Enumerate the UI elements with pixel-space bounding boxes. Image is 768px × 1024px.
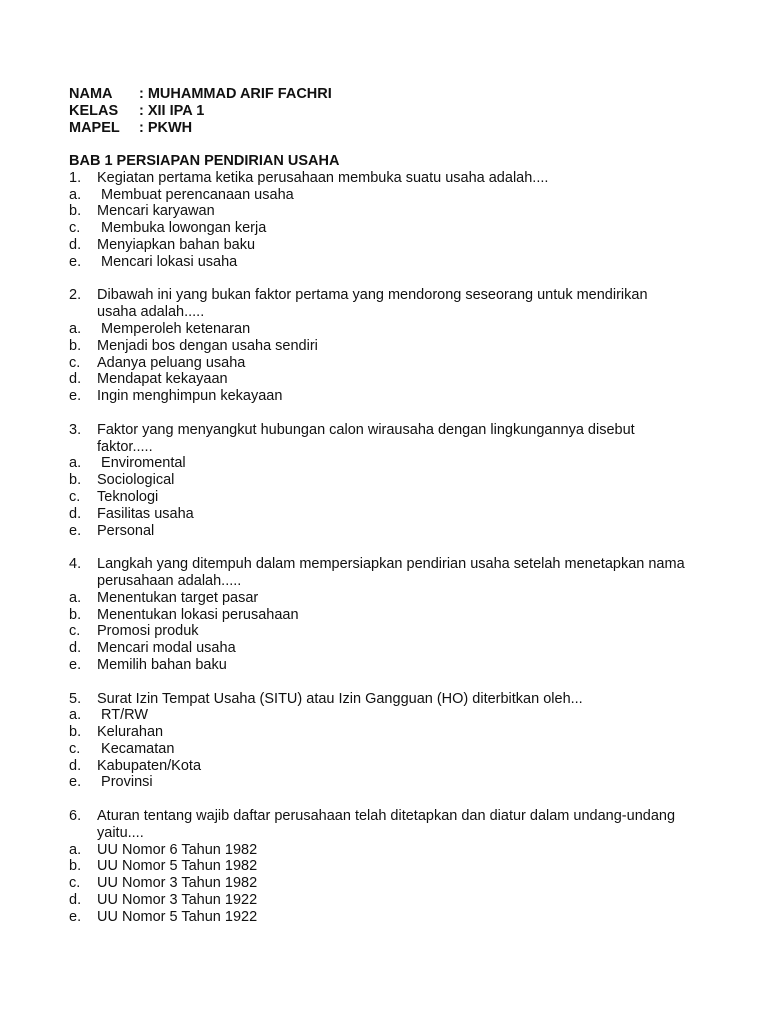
option-letter: c. (69, 220, 81, 237)
option-letter: a. (69, 589, 82, 606)
header-value: : XII IPA 1 (139, 103, 205, 119)
answer-option (69, 741, 689, 758)
option-letter: c. (69, 875, 81, 892)
answer-option (69, 892, 689, 909)
header-value: : PKWH (139, 120, 193, 136)
question-text: Langkah yang ditempuh dalam mempersiapkan pendirian usaha setelah menetapkan nama perusahaan adalah..... (97, 556, 685, 589)
answer-option (69, 472, 689, 489)
option-letter: e. (69, 522, 82, 539)
answer-option (69, 858, 689, 875)
answer-option (69, 237, 689, 254)
option-letter: c. (69, 354, 81, 371)
option-letter: c. (69, 623, 81, 640)
option-letter: b. (69, 858, 82, 875)
option-letter: e. (69, 253, 82, 270)
option-text: Menjadi bos dengan usaha sendiri (97, 337, 318, 354)
option-letter: b. (69, 472, 82, 489)
answer-option (69, 707, 689, 724)
answer-option (69, 640, 689, 657)
option-text: Memilih bahan baku (97, 656, 227, 673)
option-text: Kabupaten/Kota (97, 757, 202, 774)
answer-option (69, 506, 689, 523)
option-text: Mencari karyawan (97, 203, 215, 220)
option-letter: a. (69, 707, 82, 724)
option-text: Provinsi (97, 774, 153, 791)
option-letter: d. (69, 892, 82, 909)
answer-option (69, 523, 689, 540)
option-letter: b. (69, 203, 82, 220)
answer-option (69, 657, 689, 674)
option-letter: d. (69, 505, 82, 522)
option-letter: c. (69, 488, 81, 505)
option-text: UU Nomor 3 Tahun 1982 (97, 875, 258, 892)
answer-option (69, 875, 689, 892)
option-text: Personal (97, 522, 155, 539)
answer-option (69, 758, 689, 775)
chapter-title: BAB 1 PERSIAPAN PENDIRIAN USAHA (69, 153, 340, 169)
option-letter: d. (69, 757, 82, 774)
question-number: 1. (69, 169, 82, 186)
question-line (69, 556, 689, 590)
question-item (69, 556, 689, 674)
answer-option (69, 623, 689, 640)
option-text: UU Nomor 3 Tahun 1922 (97, 892, 258, 909)
answer-option (69, 220, 689, 237)
option-letter: d. (69, 371, 82, 388)
quiz-content (69, 153, 689, 942)
question-item (69, 422, 689, 540)
option-letter: a. (69, 320, 82, 337)
option-letter: b. (69, 724, 82, 741)
question-number: 5. (69, 690, 82, 707)
question-item (69, 691, 689, 792)
option-letter: b. (69, 606, 82, 623)
question-text: Faktor yang menyangkut hubungan calon wirausaha dengan lingkungannya disebut faktor..... (97, 421, 635, 455)
header-label: KELAS (69, 103, 119, 119)
option-letter: b. (69, 337, 82, 354)
option-letter: a. (69, 186, 82, 203)
answer-option (69, 607, 689, 624)
option-letter: e. (69, 656, 82, 673)
answer-option (69, 254, 689, 271)
option-text: Adanya peluang usaha (97, 354, 246, 371)
answer-option (69, 842, 689, 859)
question-list (69, 170, 689, 926)
question-line (69, 170, 689, 187)
question-item (69, 287, 689, 405)
answer-option (69, 203, 689, 220)
answer-option (69, 590, 689, 607)
answer-option (69, 388, 689, 405)
answer-option (69, 371, 689, 388)
option-text: Membuat perencanaan usaha (97, 186, 294, 203)
option-text: UU Nomor 5 Tahun 1982 (97, 858, 258, 875)
option-text: Mendapat kekayaan (97, 371, 228, 388)
option-letter: c. (69, 740, 81, 757)
header-row-nama (69, 86, 332, 103)
option-text: Enviromental (97, 455, 186, 472)
answer-option (69, 909, 689, 926)
question-line (69, 287, 689, 321)
question-item (69, 170, 689, 271)
question-text: Dibawah ini yang bukan faktor pertama yang mendorong seseorang untuk mendirikan usaha adalah..... (97, 287, 648, 321)
header-row-mapel (69, 120, 332, 137)
option-text: Memperoleh ketenaran (97, 320, 251, 337)
option-text: Mencari lokasi usaha (97, 253, 238, 270)
option-letter: e. (69, 774, 82, 791)
option-text: Kelurahan (97, 724, 164, 741)
option-text: UU Nomor 5 Tahun 1922 (97, 908, 258, 925)
option-text: Kecamatan (97, 740, 175, 757)
option-text: Promosi produk (97, 623, 199, 640)
option-text: Membuka lowongan kerja (97, 220, 267, 237)
option-text: Menentukan target pasar (97, 589, 259, 606)
option-text: RT/RW (97, 707, 149, 724)
question-text: Kegiatan pertama ketika perusahaan membuka suatu usaha adalah.... (97, 169, 549, 186)
question-number: 6. (69, 808, 82, 825)
answer-option (69, 774, 689, 791)
header-value: : MUHAMMAD ARIF FACHRI (139, 86, 332, 102)
option-letter: d. (69, 640, 82, 657)
question-number: 4. (69, 556, 82, 573)
option-letter: a. (69, 841, 82, 858)
header-row-kelas (69, 103, 332, 120)
option-text: Menyiapkan bahan baku (97, 236, 256, 253)
answer-option (69, 355, 689, 372)
option-letter: a. (69, 455, 82, 472)
answer-option (69, 455, 689, 472)
question-item (69, 808, 689, 926)
answer-option (69, 321, 689, 338)
answer-option (69, 724, 689, 741)
question-line (69, 422, 689, 456)
header-label: NAMA (69, 86, 113, 102)
answer-option (69, 187, 689, 204)
option-letter: d. (69, 236, 82, 253)
question-line (69, 808, 689, 842)
option-letter: e. (69, 388, 82, 405)
option-text: UU Nomor 6 Tahun 1982 (97, 841, 258, 858)
option-text: Menentukan lokasi perusahaan (97, 606, 299, 623)
option-letter: e. (69, 908, 82, 925)
option-text: Fasilitas usaha (97, 505, 194, 522)
header-label: MAPEL (69, 120, 120, 136)
question-number: 2. (69, 287, 82, 304)
option-text: Teknologi (97, 488, 159, 505)
student-info-header (69, 86, 332, 137)
question-text: Surat Izin Tempat Usaha (SITU) atau Izin Gangguan (HO) diterbitkan oleh... (97, 690, 583, 707)
question-number: 3. (69, 421, 82, 438)
answer-option (69, 338, 689, 355)
option-text: Mencari modal usaha (97, 640, 236, 657)
answer-option (69, 489, 689, 506)
option-text: Ingin menghimpun kekayaan (97, 388, 283, 405)
question-text: Aturan tentang wajib daftar perusahaan telah ditetapkan dan diatur dalam undang-undang yaitu.... (97, 808, 676, 841)
question-line (69, 691, 689, 708)
option-text: Sociological (97, 472, 175, 489)
